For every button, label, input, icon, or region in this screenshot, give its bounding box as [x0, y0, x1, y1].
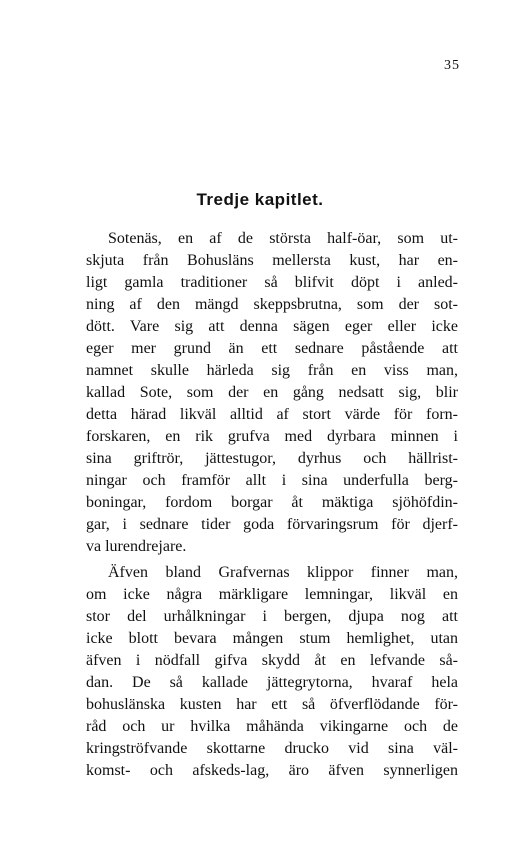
text-line: namnet skulle härleda sig från en viss man,: [86, 362, 458, 379]
text-line: eger mer grund än ett sednare påstående att: [86, 340, 458, 357]
text-line: kringströfvande skottarne drucko vid sina väl-: [86, 740, 458, 757]
text-line: dött. Vare sig att denna sägen eger eller icke: [86, 318, 458, 335]
text-line: Äfven bland Grafvernas klippor finner man,: [108, 564, 458, 581]
text-line: sina griftrör, jättestugor, dyrhus och hällrist-: [86, 450, 458, 467]
text-line: boningar, fordom borgar åt mäktiga sjöhöfdin-: [86, 494, 458, 511]
text-line: icke blott bevara mången stum hemlighet, utan: [86, 630, 458, 647]
text-line: kallad Sote, som der en gång nedsatt sig, blir: [86, 384, 458, 401]
text-line: detta härad likväl alltid af stort värde för forn-: [86, 406, 458, 423]
text-line: ligt gamla traditioner så blifvit döpt i anled-: [86, 274, 458, 291]
text-line: ningar och framför allt i sina underfulla berg-: [86, 472, 458, 489]
text-line: äfven i nödfall gifva skydd åt en lefvande så-: [86, 652, 458, 669]
text-line: skjuta från Bohusläns mellersta kust, har en-: [86, 252, 458, 269]
text-line: om icke några märkligare lemningar, likväl en: [86, 586, 458, 603]
text-line: gar, i sednare tider goda förvaringsrum för djerf-: [86, 516, 458, 533]
text-line: dan. De så kallade jättegrytorna, hvaraf hela: [86, 674, 458, 691]
text-line: ning af den mängd skeppsbrutna, som der sot-: [86, 296, 458, 313]
text-line: stor del urhålkningar i bergen, djupa nog att: [86, 608, 458, 625]
text-line: bohuslänska kusten har ett så öfverflödande för-: [86, 696, 458, 713]
page-number: 35: [444, 58, 460, 73]
text-line: råd och ur hvilka måhända vikingarne och de: [86, 718, 458, 735]
paragraph-1: [86, 228, 458, 558]
chapter-heading: Tredje kapitlet.: [196, 190, 324, 209]
text-line: forskaren, en rik grufva med dyrbara minnen i: [86, 428, 458, 445]
text-line: Sotenäs, en af de största half-öar, som ut-: [108, 230, 458, 247]
text-line: va lurendrejare.: [86, 538, 187, 555]
text-line: komst- och afskeds-lag, äro äfven synnerligen: [86, 762, 458, 779]
paragraph-2: [86, 562, 458, 782]
